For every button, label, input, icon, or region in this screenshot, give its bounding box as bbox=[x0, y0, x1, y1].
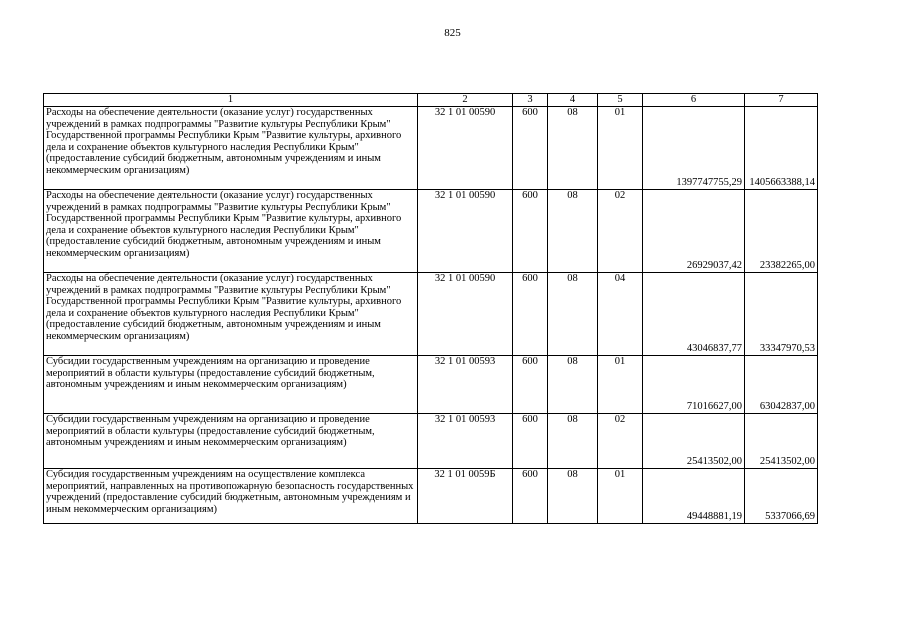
target-article-code-cell: 32 1 01 00593 bbox=[418, 356, 513, 414]
amount-year2-cell: 23382265,00 bbox=[745, 190, 818, 273]
section-code-cell: 08 bbox=[548, 414, 598, 469]
table-row bbox=[44, 469, 818, 524]
amount-year1-cell: 26929037,42 bbox=[643, 190, 745, 273]
column-header: 2 bbox=[418, 94, 513, 107]
expense-type-code-cell: 600 bbox=[513, 469, 548, 524]
amount-year2-cell: 25413502,00 bbox=[745, 414, 818, 469]
amount-year2-cell: 1405663388,14 bbox=[745, 107, 818, 190]
target-article-code-cell: 32 1 01 00590 bbox=[418, 273, 513, 356]
section-code-cell: 08 bbox=[548, 469, 598, 524]
expense-type-code-cell: 600 bbox=[513, 356, 548, 414]
expense-type-code-cell: 600 bbox=[513, 414, 548, 469]
amount-year1-cell: 1397747755,29 bbox=[643, 107, 745, 190]
section-code-cell: 08 bbox=[548, 356, 598, 414]
expense-type-code-cell: 600 bbox=[513, 190, 548, 273]
amount-year1-cell: 43046837,77 bbox=[643, 273, 745, 356]
amount-year2-cell: 63042837,00 bbox=[745, 356, 818, 414]
column-header: 7 bbox=[745, 94, 818, 107]
expense-name-cell: Расходы на обеспечение деятельности (оказание услуг) государственных учреждений в рамках подпрограммы "Развитие культуры Республики Крым" Государственной программы Республики Крым "Развитие культуры, архивного дела и сохранение объектов культурного наследия Республики Крым" (предоставление субсидий бюджетным, автономным учреждениям и иным некоммерческим организациям) bbox=[44, 107, 418, 190]
target-article-code-cell: 32 1 01 00590 bbox=[418, 190, 513, 273]
amount-year2-cell: 5337066,69 bbox=[745, 469, 818, 524]
subsection-code-cell: 01 bbox=[598, 107, 643, 190]
column-header: 1 bbox=[44, 94, 418, 107]
table-row bbox=[44, 107, 818, 190]
column-header: 6 bbox=[643, 94, 745, 107]
expense-name-cell: Субсидии государственным учреждениям на организацию и проведение мероприятий в области культуры (предоставление субсидий бюджетным, автономным учреждениям и иным некоммерческим организациям) bbox=[44, 356, 418, 414]
expense-name-cell: Субсидии государственным учреждениям на организацию и проведение мероприятий в области культуры (предоставление субсидий бюджетным, автономным учреждениям и иным некоммерческим организациям) bbox=[44, 414, 418, 469]
expense-name-cell: Расходы на обеспечение деятельности (оказание услуг) государственных учреждений в рамках подпрограммы "Развитие культуры Республики Крым" Государственной программы Республики Крым "Развитие культуры, архивного дела и сохранение объектов культурного наследия Республики Крым" (предоставление субсидий бюджетным, автономным учреждениям и иным некоммерческим организациям) bbox=[44, 273, 418, 356]
budget-table bbox=[43, 93, 818, 524]
subsection-code-cell: 04 bbox=[598, 273, 643, 356]
subsection-code-cell: 01 bbox=[598, 356, 643, 414]
target-article-code-cell: 32 1 01 0059Б bbox=[418, 469, 513, 524]
expense-type-code-cell: 600 bbox=[513, 107, 548, 190]
table-row bbox=[44, 273, 818, 356]
table-header-row bbox=[44, 94, 818, 107]
expense-type-code-cell: 600 bbox=[513, 273, 548, 356]
subsection-code-cell: 02 bbox=[598, 190, 643, 273]
section-code-cell: 08 bbox=[548, 190, 598, 273]
subsection-code-cell: 02 bbox=[598, 414, 643, 469]
table-row bbox=[44, 414, 818, 469]
column-header: 5 bbox=[598, 94, 643, 107]
table-row bbox=[44, 356, 818, 414]
expense-name-cell: Субсидия государственным учреждениям на осуществление комплекса мероприятий, направленных на противопожарную безопасность государственных учреждений (предоставление субсидий бюджетным, автономным учреждениям и иным некоммерческим организациям) bbox=[44, 469, 418, 524]
target-article-code-cell: 32 1 01 00590 bbox=[418, 107, 513, 190]
section-code-cell: 08 bbox=[548, 273, 598, 356]
amount-year1-cell: 71016627,00 bbox=[643, 356, 745, 414]
column-header: 4 bbox=[548, 94, 598, 107]
target-article-code-cell: 32 1 01 00593 bbox=[418, 414, 513, 469]
amount-year1-cell: 49448881,19 bbox=[643, 469, 745, 524]
section-code-cell: 08 bbox=[548, 107, 598, 190]
subsection-code-cell: 01 bbox=[598, 469, 643, 524]
expense-name-cell: Расходы на обеспечение деятельности (оказание услуг) государственных учреждений в рамках подпрограммы "Развитие культуры Республики Крым" Государственной программы Республики Крым "Развитие культуры, архивного дела и сохранение объектов культурного наследия Республики Крым" (предоставление субсидий бюджетным, автономным учреждениям и иным некоммерческим организациям) bbox=[44, 190, 418, 273]
table-row bbox=[44, 190, 818, 273]
amount-year1-cell: 25413502,00 bbox=[643, 414, 745, 469]
column-header: 3 bbox=[513, 94, 548, 107]
page-number: 825 bbox=[444, 27, 461, 39]
amount-year2-cell: 33347970,53 bbox=[745, 273, 818, 356]
